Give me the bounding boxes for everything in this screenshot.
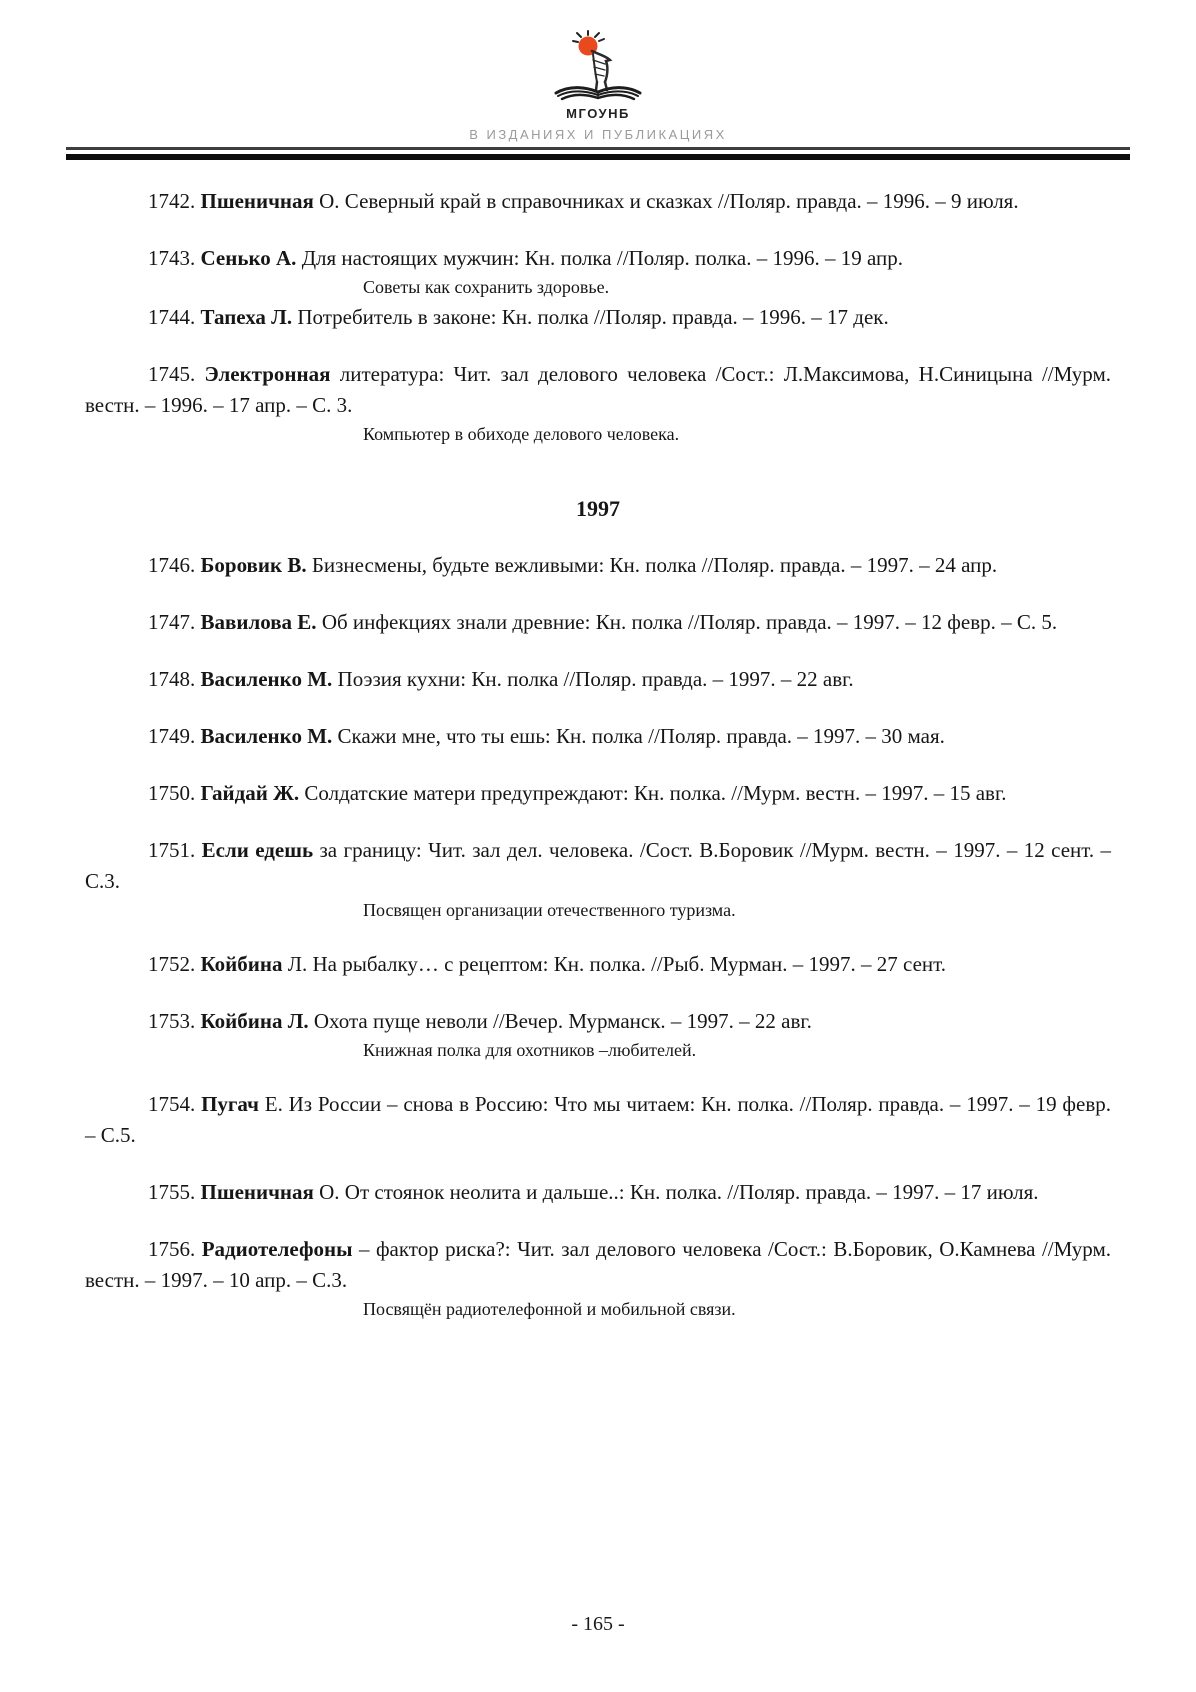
entry-number: 1748. [148,667,196,691]
entry-number: 1747. [148,610,196,634]
entry-annotation: Книжная полка для охотников –любителей. [363,1040,697,1060]
bibliography-entry [85,778,1111,809]
entry-annotation: Посвящён радиотелефонной и мобильной связи. [363,1299,736,1319]
bibliography-entry [85,721,1111,752]
entry-paragraph [85,1177,1111,1208]
entry-text: Бизнесмены, будьте вежливыми: Кн. полка //Поляр. правда. – 1997. – 24 апр. [306,553,998,577]
entry-paragraph [85,721,1111,752]
bibliography-entry [85,1006,1111,1063]
entry-text: Поэзия кухни: Кн. полка //Поляр. правда. – 1997. – 22 авг. [332,667,854,691]
entry-text: О. Северный край в справочниках и сказках //Поляр. правда. – 1996. – 9 июля. [313,189,1019,213]
entry-paragraph [85,1234,1111,1296]
entry-lead: Койбина Л. [200,1009,309,1033]
year-heading: 1997 [576,496,620,521]
entry-lead: Койбина [200,952,283,976]
entry-text: литература: Чит. зал делового человека /Сост.: Л.Максимова, Н.Синицына //Мурм. вестн. – 1996. – 17 апр. – С. 3. [85,362,1111,417]
bibliography-entry [85,835,1111,923]
entry-text: Охота пуще неволи //Вечер. Мурманск. – 1997. – 22 авг. [308,1009,812,1033]
entry-paragraph [85,359,1111,421]
entry-number: 1742. [148,189,196,213]
entry-number: 1749. [148,724,196,748]
bibliography-entry [85,550,1111,581]
entry-number: 1755. [148,1180,196,1204]
bibliography-entry [85,949,1111,980]
entry-paragraph [85,1006,1111,1037]
header-divider [66,147,1130,160]
entry-text: Для настоящих мужчин: Кн. полка //Поляр. полка. – 1996. – 19 апр. [296,246,903,270]
entry-lead: Василенко М. [200,667,333,691]
entry-lead: Радиотелефоны [201,1237,353,1261]
entry-number: 1744. [148,305,196,329]
entry-annotation: Компьютер в обиходе делового человека. [363,424,680,444]
entry-number: 1756. [148,1237,196,1261]
entry-lead: Пшеничная [200,1180,314,1204]
entry-text: за границу: Чит. зал дел. человека. /Сост. В.Боровик //Мурм. вестн. – 1997. – 12 сент. – С.3. [85,838,1112,893]
library-logo [0,30,1196,104]
entry-text: Солдатские матери предупреждают: Кн. полка. //Мурм. вестн. – 1997. – 15 авг. [299,781,1007,805]
page-number: - 165 - [571,1613,625,1635]
entry-number: 1754. [148,1092,196,1116]
bibliography-entry [85,607,1111,638]
entry-lead: Если едешь [201,838,314,862]
entry-number: 1752. [148,952,196,976]
entry-paragraph [85,550,1111,581]
bibliography-entry [85,359,1111,447]
bibliography-entry [85,243,1111,300]
entry-lead: Пшеничная [200,189,314,213]
entry-text: – фактор риска?: Чит. зал делового человека /Сост.: В.Боровик, О.Камнева //Мурм. вестн. – 1997. – 10 апр. – С.3. [85,1237,1111,1292]
entry-paragraph [85,243,1111,274]
entry-lead: Боровик В. [200,553,307,577]
entry-text: Л. На рыбалку… с рецептом: Кн. полка. //Рыб. Мурман. – 1997. – 27 сент. [282,952,947,976]
entry-number: 1746. [148,553,196,577]
entry-text: Потребитель в законе: Кн. полка //Поляр. правда. – 1996. – 17 дек. [292,305,889,329]
entry-paragraph [85,949,1111,980]
entry-number: 1745. [148,362,196,386]
entry-number: 1753. [148,1009,196,1033]
entry-lead: Вавилова Е. [200,610,317,634]
entry-lead: Электронная [204,362,331,386]
logo-caption: МГОУНБ [566,106,630,121]
entry-lead: Гайдай Ж. [200,781,300,805]
bibliography-entry [85,186,1111,217]
entry-paragraph [85,302,1111,333]
header-subtitle: В ИЗДАНИЯХ И ПУБЛИКАЦИЯХ [469,127,727,142]
page-header [0,0,1196,160]
entry-text: Е. Из России – снова в Россию: Что мы читаем: Кн. полка. //Поляр. правда. – 1997. – 19 февр. – С.5. [85,1092,1112,1147]
entry-number: 1751. [148,838,196,862]
entry-paragraph [85,607,1111,638]
bibliography-entry [85,1089,1111,1151]
entry-annotation: Посвящен организации отечественного туризма. [363,900,736,920]
entry-paragraph [85,835,1111,897]
deer-on-book-logo-icon [548,30,648,104]
entry-number: 1750. [148,781,196,805]
entry-lead: Пугач [201,1092,259,1116]
bibliography [85,186,1111,1322]
entry-number: 1743. [148,246,196,270]
entry-paragraph [85,1089,1111,1151]
entry-paragraph [85,664,1111,695]
entry-paragraph [85,778,1111,809]
bibliography-entry [85,302,1111,333]
entry-paragraph [85,186,1111,217]
bibliography-entry [85,664,1111,695]
bibliography-entry [85,1234,1111,1322]
entry-text: Скажи мне, что ты ешь: Кн. полка //Поляр. правда. – 1997. – 30 мая. [332,724,945,748]
entry-lead: Василенко М. [200,724,333,748]
entry-lead: Тапеха Л. [200,305,293,329]
entry-text: О. От стоянок неолита и дальше..: Кн. полка. //Поляр. правда. – 1997. – 17 июля. [313,1180,1039,1204]
entry-text: Об инфекциях знали древние: Кн. полка //Поляр. правда. – 1997. – 12 февр. – С. 5. [316,610,1058,634]
entry-annotation: Советы как сохранить здоровье. [363,277,610,297]
entry-lead: Сенько А. [200,246,297,270]
bibliography-entry [85,1177,1111,1208]
